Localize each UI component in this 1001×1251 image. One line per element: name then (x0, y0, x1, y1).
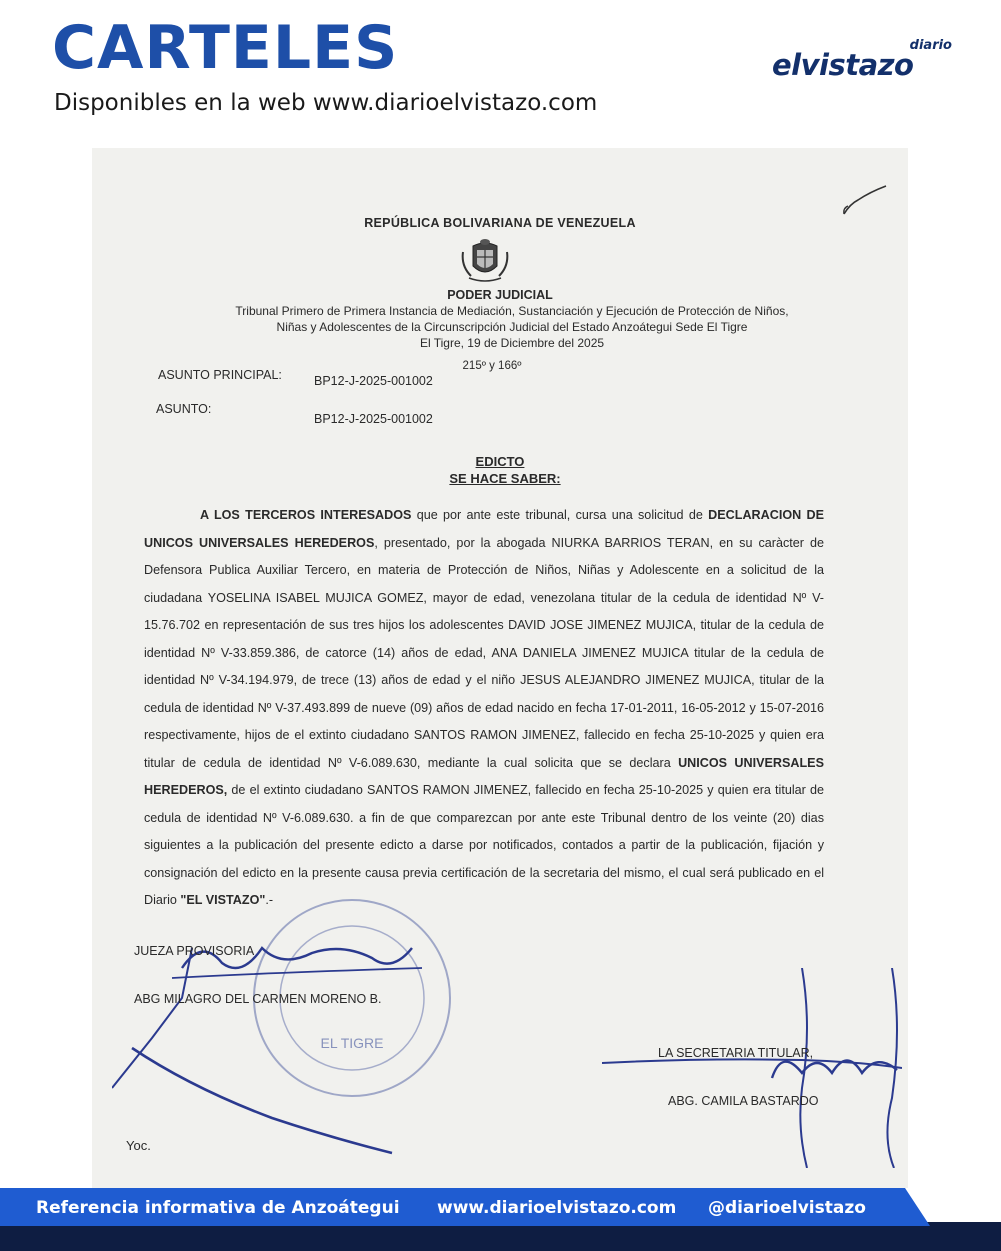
body-bold-3: UNICOS UNIVERSALES HEREDEROS, (144, 755, 824, 797)
tribunal-line-1: Tribunal Primero de Primera Instancia de Mediación, Sustanciación y Ejecución de Protección de Niños, (235, 304, 789, 318)
secretaria-name: ABG. CAMILA BASTARDO (668, 1094, 819, 1108)
tribunal-line-3: El Tigre, 19 de Diciembre del 2025 (419, 336, 605, 350)
footer-reference: Referencia informativa de Anzoátegui (36, 1198, 400, 1218)
edict-body (144, 502, 824, 915)
doc-republica: REPÚBLICA BOLIVARIANA DE VENEZUELA (364, 216, 636, 230)
doc-tribunal (152, 303, 872, 351)
body-text-1: que por ante este tribunal, cursa una solicitud de (411, 508, 709, 522)
coat-of-arms-icon (457, 238, 513, 286)
seal-text: EL TIGRE (320, 1035, 384, 1051)
doc-anos: 215º y 166º (462, 360, 522, 372)
doc-initials: Yoc. (126, 1138, 151, 1153)
footer-website-link[interactable]: www.diarioelvistazo.com (437, 1198, 677, 1218)
doc-poder-judicial: PODER JUDICIAL (447, 288, 553, 302)
logo-main-text: elvistazo (772, 48, 914, 82)
secretaria-signature-icon (602, 968, 902, 1168)
jueza-title: JUEZA PROVISORIA (134, 944, 255, 958)
asunto-value: BP12-J-2025-001002 (314, 412, 433, 426)
body-bold-1: A LOS TERCEROS INTERESADOS (200, 508, 412, 522)
page-title: CARTELES (52, 13, 399, 83)
jueza-name: ABG MILAGRO DEL CARMEN MORENO B. (134, 992, 382, 1006)
footer-social-handle[interactable]: @diarioelvistazo (708, 1198, 866, 1218)
edicto-heading: EDICTO (475, 454, 525, 469)
footer-dark-band (0, 1222, 1001, 1251)
tribunal-line-2: Niñas y Adolescentes de la Circunscripción Judicial del Estado Anzoátegui Sede El Tigre (276, 320, 748, 334)
body-bold-4: "EL VISTAZO" (180, 893, 266, 907)
page-subtitle: Disponibles en la web www.diarioelvistazo.com (54, 90, 598, 116)
body-bold-2: DECLARACION DE UNICOS UNIVERSALES HEREDEROS (144, 508, 825, 550)
asunto-label: ASUNTO: (156, 402, 212, 416)
asunto-principal-label: ASUNTO PRINCIPAL: (158, 368, 282, 382)
brand-logo[interactable] (772, 38, 952, 88)
asunto-principal-value: BP12-J-2025-001002 (314, 374, 433, 388)
body-text-3: de el extinto ciudadano SANTOS RAMON JIMENEZ, fallecido en fecha 25-10-2025 y quien era titular de cedula de identidad Nº V-6.089.630. a fin de que comparezcan por ante este Tribunal dentro de los veinte (20) dias siguientes a la publicación del presente edicto a darse por notificados, contados a partir de la publicación, fijación y consignación del edicto en la presente causa previa certificación de la secretaria del mismo, el cual será publicado en el Diario (144, 783, 824, 907)
logo-small-text: diario (909, 38, 952, 53)
se-hace-saber-heading: SE HACE SABER: (449, 471, 561, 486)
secretaria-title: LA SECRETARIA TITULAR, (658, 1046, 814, 1060)
body-text-4: .- (265, 893, 274, 907)
edict-document (92, 148, 908, 1188)
body-text-2: , presentado, por la abogada NIURKA BARRIOS TERAN, en su caràcter de Defensora Publica Auxiliar Tercero, en materia de Protección de Niños, Niñas y Adolescente en a solicitud de la ciudadana YOSELINA ISABEL MUJICA GOMEZ, mayor de edad, venezolana titular de la cedula de identidad Nº V-15.76.702 en representación de sus tres hijos los adolescentes DAVID JOSE JIMENEZ MUJICA, titular de la cedula de identidad Nº V-33.859.386, de catorce (14) años de edad, ANA DANIELA JIMENEZ MUJICA titular de la cedula de identidad Nº V-34.194.979, de trece (13) años de edad y el niño JESUS ALEJANDRO JIMENEZ MUJICA, titular de la cedula de identidad Nº V-37.493.899 de nueve (09) años de edad nacido en fecha 17-01-2011, 16-05-2012 y 15-07-2016 respectivamente, hijos de el extinto ciudadano SANTOS RAMON JIMENEZ, fallecido en fecha 25-10-2025 y quien era titular de cedula de identidad Nº V-6.089.630, mediante la cual solicita que se declara (144, 535, 824, 770)
